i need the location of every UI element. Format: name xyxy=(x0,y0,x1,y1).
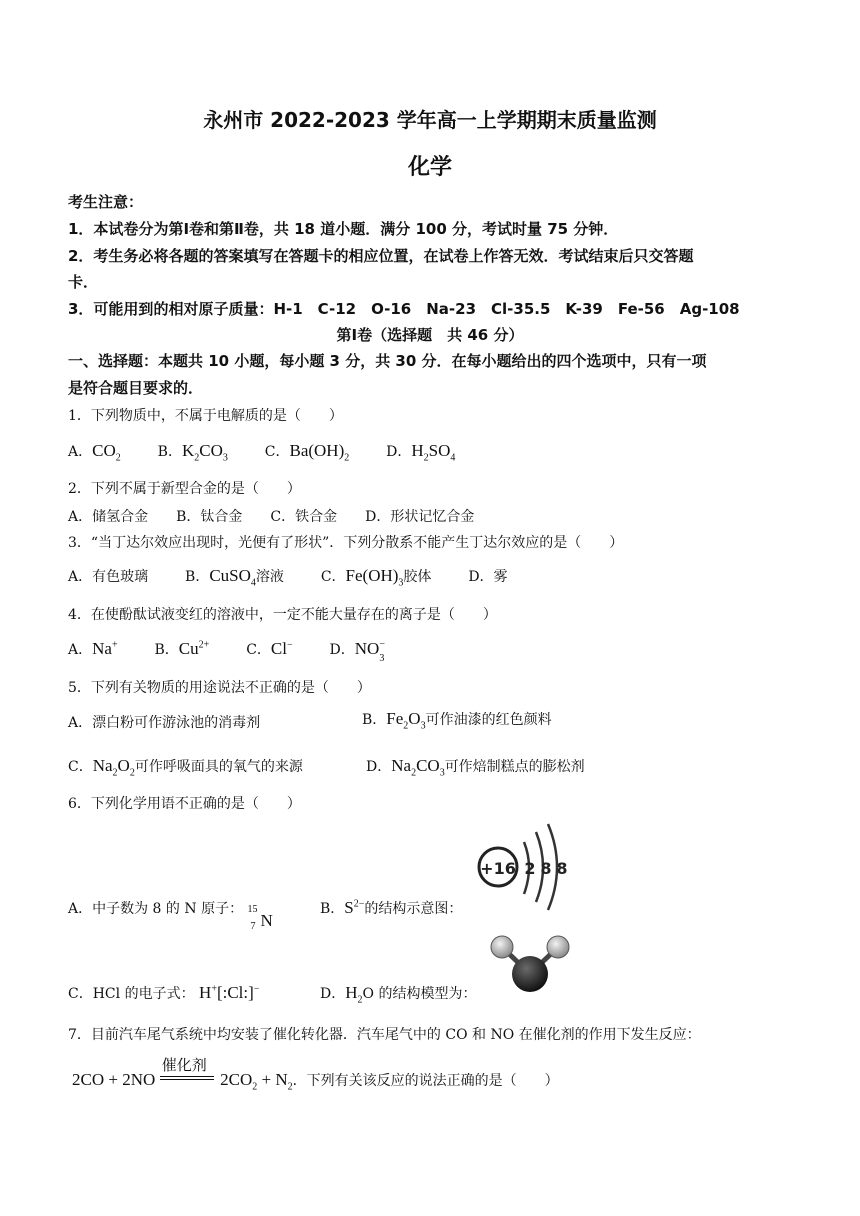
q1-b2: CO xyxy=(199,441,223,460)
q6-c-h: H xyxy=(199,983,212,1002)
section-instruction-1: 一、选择题：本题共 10 小题，每小题 3 分，共 30 分．在每小题给出的四个选项中，只有一项 xyxy=(68,352,707,370)
q2-options: A．储氢合金 B．钛合金 C．铁合金 D．形状记忆合金 xyxy=(68,509,475,525)
q5-b xyxy=(362,709,552,732)
q5-c2: O xyxy=(117,756,130,775)
hydrogen-atom-left xyxy=(491,936,513,958)
notice-item-3: 3．可能用到的相对原子质量：H-1 C-12 O-16 Na-23 Cl-35.5 K-39 Fe-56 Ag-108 xyxy=(68,300,740,318)
q6-c-bracket: [:Cl:] xyxy=(216,983,254,1002)
q3-options xyxy=(68,566,508,589)
q4-d-label: D． xyxy=(329,642,355,658)
oxygen-atom xyxy=(512,956,548,992)
exam-title: 永州市 2022-2023 学年高一上学期期末质量监测 xyxy=(203,108,657,132)
q1-a-label: A． xyxy=(68,444,93,460)
arrow-line-top xyxy=(160,1076,214,1077)
q5-c xyxy=(68,756,303,779)
q5-d-sub1: 2 xyxy=(411,767,417,779)
q4-b-sup: 2+ xyxy=(198,639,210,651)
q5-c1: Na xyxy=(92,756,113,775)
q7-rhs-sub2: 2 xyxy=(287,1081,293,1093)
q4-a-sup: + xyxy=(111,639,118,651)
q1-d1: H xyxy=(411,441,424,460)
q5-b2: O xyxy=(408,709,421,728)
q7-catalyst: 催化剂 xyxy=(161,1056,207,1074)
q3-c2: 胶体 xyxy=(403,569,432,585)
q6-c-label: C． xyxy=(68,986,93,1002)
q6-b-text: 的结构示意图： xyxy=(364,901,463,917)
q7-rhs-sub: 2 xyxy=(252,1081,258,1093)
section-instruction-2: 是符合题目要求的． xyxy=(68,379,204,397)
q5-d-label: D． xyxy=(366,759,392,775)
q3-d: D．雾 xyxy=(468,569,508,585)
q1-options xyxy=(68,441,456,464)
q6-stem: 6．下列化学用语不正确的是（ ） xyxy=(68,796,301,812)
shell-1-electrons: 2 xyxy=(524,859,536,878)
q5-stem: 5．下列有关物质的用途说法不正确的是（ ） xyxy=(68,680,371,696)
sulfide-ion-structure-diagram xyxy=(472,820,592,915)
q6-d-label: D． xyxy=(320,986,346,1002)
q1-c: Ba(OH) xyxy=(289,441,345,460)
q4-a-label: A． xyxy=(68,642,93,658)
q1-b1: K xyxy=(181,441,195,460)
q3-c-sub: 3 xyxy=(398,577,404,589)
q5-b1: Fe xyxy=(386,709,404,728)
hydrogen-atom-right xyxy=(547,936,569,958)
q7-lhs: 2CO + 2NO xyxy=(72,1070,156,1089)
q7-stem: 7．目前汽车尾气系统中均安装了催化转化器．汽车尾气中的 CO 和 NO 在催化剂的作用下发生反应： xyxy=(68,1027,701,1043)
q6-a-symbol: N xyxy=(260,911,273,930)
notice-item-2: 2．考生务必将各题的答案填写在答题卡的相应位置，在试卷上作答无效．考试结束后只交答题 xyxy=(68,247,694,265)
q6-c xyxy=(68,983,259,1003)
q7-rhs2: + N xyxy=(257,1070,288,1089)
q4-options: A．Na+ B．$Cu^{2+}$ C．Cl− D．NO − 3 xyxy=(68,639,385,664)
q3-a: A．有色玻璃 xyxy=(68,569,149,585)
q4-a: Na xyxy=(92,639,112,658)
part1-title: 第Ⅰ卷（选择题 共 46 分） xyxy=(336,326,524,344)
q1-c-label: C． xyxy=(264,444,290,460)
q5-c-sub1: 2 xyxy=(112,767,118,779)
q4-c-sup: − xyxy=(286,639,293,651)
q1-d-sub2: 4 xyxy=(450,452,456,464)
q5-d xyxy=(366,756,585,779)
q3-b-label: B． xyxy=(185,569,210,585)
q4-b: Cu xyxy=(178,639,199,658)
arrow-line-bottom xyxy=(160,1079,214,1080)
q5-b3: 可作油漆的红色颜料 xyxy=(425,712,552,728)
q3-c1: Fe(OH) xyxy=(345,566,399,585)
q1-d-sub1: 2 xyxy=(423,452,429,464)
q5-b-sub1: 2 xyxy=(403,720,409,732)
q5-c3: 可作呼吸面具的氧气的来源 xyxy=(134,759,303,775)
q6-c-text: HCl 的电子式： xyxy=(92,986,195,1002)
q5-d3: 可作焙制糕点的膨松剂 xyxy=(444,759,585,775)
notice-item-2-cont: 卡． xyxy=(68,273,99,291)
q5-d1: Na xyxy=(391,756,412,775)
q3-stem: 3．“当丁达尔效应出现时，光便有了形状”．下列分散系不能产生丁达尔效应的是（ ） xyxy=(68,535,624,551)
notice-heading: 考生注意： xyxy=(68,193,144,211)
q1-d2: SO xyxy=(428,441,451,460)
reaction-arrow xyxy=(160,1054,216,1086)
q6-c-sup: + xyxy=(211,983,217,995)
q6-a-atomic-number: 7 xyxy=(250,921,256,932)
q1-b-sub1: 2 xyxy=(194,452,200,464)
q6-b-label: B． xyxy=(320,901,345,917)
q6-d-text: O 的结构模型为： xyxy=(362,986,477,1002)
q6-d-h: H xyxy=(345,983,358,1002)
q1-b-sub2: 3 xyxy=(222,452,228,464)
q6-d-sub: 2 xyxy=(357,994,363,1006)
q3-b2: 溶液 xyxy=(255,569,284,585)
q2-stem: 2．下列不属于新型合金的是（ ） xyxy=(68,481,301,497)
q5-d2: CO xyxy=(416,756,440,775)
q6-a-mass-number: 15 xyxy=(247,904,258,915)
q5-a: A．漂白粉可作游泳池的消毒剂 xyxy=(68,715,261,731)
q6-b xyxy=(320,898,462,918)
q6-d xyxy=(320,983,477,1006)
q5-b-sub2: 3 xyxy=(420,720,426,732)
q7-tail: ．下列有关该反应的说法正确的是（ ） xyxy=(292,1073,559,1089)
q4-d: NO xyxy=(354,639,380,658)
q4-b-label: B． xyxy=(154,642,179,658)
q1-b-label: B． xyxy=(157,444,182,460)
q4-c: Cl xyxy=(270,639,287,658)
q7-rhs1: 2CO xyxy=(220,1070,253,1089)
q3-c-label: C． xyxy=(320,569,346,585)
q6-a-text: A．中子数为 8 的 N 原子： xyxy=(68,901,244,917)
q5-c-sub2: 2 xyxy=(129,767,135,779)
q5-c-label: C． xyxy=(68,759,93,775)
shell-3-electrons: 8 xyxy=(556,859,568,878)
q7-equation xyxy=(72,1054,559,1093)
q1-a: CO xyxy=(92,441,116,460)
nucleus-charge: +16 xyxy=(480,859,516,878)
q3-b-sub: 4 xyxy=(250,577,256,589)
notice-item-1: 1．本试卷分为第Ⅰ卷和第Ⅱ卷，共 18 道小题．满分 100 分，考试时量 75 分钟． xyxy=(68,220,619,238)
q6-a xyxy=(68,898,278,932)
q5-b-label: B． xyxy=(362,712,387,728)
q5-d-sub2: 3 xyxy=(439,767,445,779)
q1-d-label: D． xyxy=(386,444,412,460)
q4-c-label: C． xyxy=(246,642,271,658)
q6-b-symbol: S xyxy=(344,898,354,917)
q6-b-sup: 2− xyxy=(353,898,365,910)
q6-c-minus: − xyxy=(253,983,260,995)
q3-b1: CuSO xyxy=(209,566,251,585)
q1-stem: 1．下列物质中，不属于电解质的是（ ） xyxy=(68,408,343,424)
q1-c-sub: 2 xyxy=(344,452,350,464)
q4-stem: 4．在使酚酞试液变红的溶液中，一定不能大量存在的离子是（ ） xyxy=(68,607,497,623)
water-molecule-model xyxy=(488,930,574,996)
shell-2-electrons: 8 xyxy=(540,859,552,878)
q1-a-sub: 2 xyxy=(115,452,121,464)
subject-title: 化学 xyxy=(407,155,452,180)
